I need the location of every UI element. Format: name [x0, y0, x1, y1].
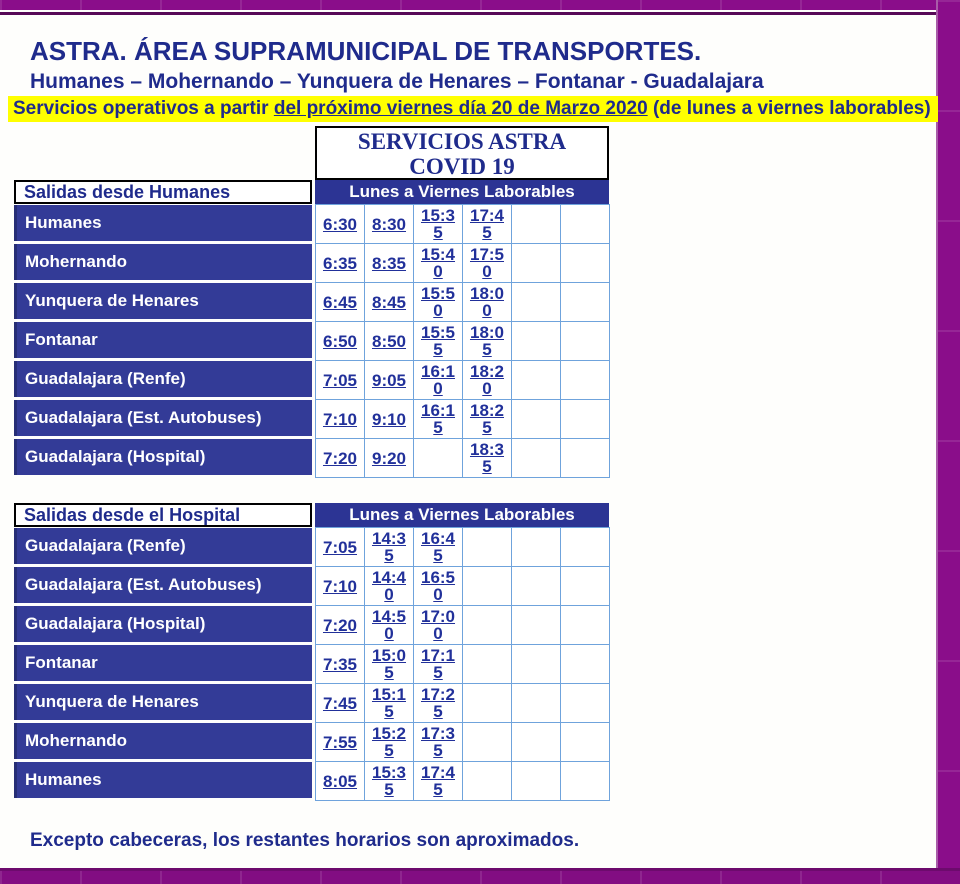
stop-label: Guadalajara (Renfe): [14, 528, 312, 564]
time-cell: 17:15: [414, 645, 463, 684]
time-cell: 8:30: [365, 205, 414, 244]
time-cell: 9:10: [365, 400, 414, 439]
stop-label: Guadalajara (Hospital): [14, 439, 312, 475]
empty-time-cell: [512, 439, 561, 478]
time-cell: 8:45: [365, 283, 414, 322]
route-subtitle: Humanes – Mohernando – Yunquera de Henares – Fontanar - Guadalajara: [30, 70, 764, 93]
covid-services-box: [315, 126, 609, 180]
time-row: [316, 205, 610, 244]
stop-label: Yunquera de Henares: [14, 283, 312, 319]
empty-time-cell: [512, 684, 561, 723]
stop-label: Fontanar: [14, 645, 312, 681]
time-cell: 9:20: [365, 439, 414, 478]
time-cell: 17:50: [463, 244, 512, 283]
covid-box-line2: COVID 19: [409, 154, 515, 179]
empty-time-cell: [512, 400, 561, 439]
empty-time-cell: [561, 322, 610, 361]
empty-time-cell: [512, 528, 561, 567]
empty-time-cell: [463, 684, 512, 723]
stops-column: [14, 503, 312, 798]
time-cell: 17:35: [414, 723, 463, 762]
empty-time-cell: [512, 205, 561, 244]
time-cell: 7:45: [316, 684, 365, 723]
stop-label: Humanes: [14, 205, 312, 241]
time-cell: 7:55: [316, 723, 365, 762]
empty-time-cell: [561, 762, 610, 801]
empty-time-cell: [414, 439, 463, 478]
times-column: [315, 180, 609, 478]
time-cell: 8:05: [316, 762, 365, 801]
empty-time-cell: [512, 762, 561, 801]
empty-time-cell: [561, 283, 610, 322]
time-cell: 6:35: [316, 244, 365, 283]
service-start-banner: [8, 96, 938, 122]
stop-label: Guadalajara (Est. Autobuses): [14, 400, 312, 436]
time-cell: 17:45: [414, 762, 463, 801]
time-cell: 18:05: [463, 322, 512, 361]
empty-time-cell: [561, 723, 610, 762]
empty-time-cell: [463, 528, 512, 567]
empty-time-cell: [561, 528, 610, 567]
table-title-humanes: Salidas desde Humanes: [14, 180, 312, 204]
time-cell: 6:45: [316, 283, 365, 322]
time-cell: 15:05: [365, 645, 414, 684]
time-cell: 15:35: [365, 762, 414, 801]
time-cell: 15:15: [365, 684, 414, 723]
time-cell: 16:45: [414, 528, 463, 567]
time-cell: 7:20: [316, 606, 365, 645]
empty-time-cell: [561, 205, 610, 244]
time-cell: 8:35: [365, 244, 414, 283]
empty-time-cell: [561, 244, 610, 283]
time-cell: 7:35: [316, 645, 365, 684]
empty-time-cell: [463, 606, 512, 645]
bottom-purple-bar: [0, 868, 960, 884]
empty-time-cell: [463, 567, 512, 606]
stop-label: Guadalajara (Hospital): [14, 606, 312, 642]
empty-time-cell: [512, 322, 561, 361]
covid-box-line1: SERVICIOS ASTRA: [357, 129, 567, 154]
time-row: [316, 283, 610, 322]
table-title-hospital: Salidas desde el Hospital: [14, 503, 312, 527]
empty-time-cell: [512, 361, 561, 400]
time-cell: 16:50: [414, 567, 463, 606]
footnote: Excepto cabeceras, los restantes horarios son aproximados.: [30, 830, 580, 851]
empty-time-cell: [561, 361, 610, 400]
time-grid: [315, 204, 610, 478]
empty-time-cell: [561, 400, 610, 439]
top-divider-line: [0, 12, 936, 15]
time-cell: 9:05: [365, 361, 414, 400]
empty-time-cell: [463, 645, 512, 684]
time-row: [316, 244, 610, 283]
time-cell: 18:35: [463, 439, 512, 478]
stop-label: Guadalajara (Renfe): [14, 361, 312, 397]
stop-label: Humanes: [14, 762, 312, 798]
stop-label: Mohernando: [14, 244, 312, 280]
empty-time-cell: [512, 606, 561, 645]
empty-time-cell: [512, 723, 561, 762]
empty-time-cell: [561, 439, 610, 478]
times-column: [315, 503, 609, 801]
empty-time-cell: [512, 645, 561, 684]
empty-time-cell: [463, 723, 512, 762]
banner-text-prefix: Servicios operativos a partir: [13, 98, 274, 119]
time-cell: 18:25: [463, 400, 512, 439]
empty-time-cell: [512, 567, 561, 606]
time-cell: 16:10: [414, 361, 463, 400]
time-row: [316, 684, 610, 723]
time-cell: 15:35: [414, 205, 463, 244]
top-purple-bar: [0, 0, 960, 10]
empty-time-cell: [512, 283, 561, 322]
empty-time-cell: [463, 762, 512, 801]
stop-label: Yunquera de Henares: [14, 684, 312, 720]
stops-column: [14, 180, 312, 475]
time-cell: 16:15: [414, 400, 463, 439]
time-row: [316, 400, 610, 439]
time-cell: 14:40: [365, 567, 414, 606]
time-cell: 14:50: [365, 606, 414, 645]
time-cell: 7:10: [316, 400, 365, 439]
schedule-header: Lunes a Viernes Laborables: [315, 503, 609, 527]
empty-time-cell: [512, 244, 561, 283]
time-cell: 17:25: [414, 684, 463, 723]
time-cell: 18:20: [463, 361, 512, 400]
banner-text-date: del próximo viernes día 20 de Marzo 2020: [273, 98, 648, 119]
time-cell: 6:50: [316, 322, 365, 361]
stop-labels: [14, 528, 312, 798]
time-cell: 8:50: [365, 322, 414, 361]
time-row: [316, 361, 610, 400]
time-cell: 7:05: [316, 528, 365, 567]
time-cell: 15:55: [414, 322, 463, 361]
empty-time-cell: [561, 684, 610, 723]
page-title: ASTRA. ÁREA SUPRAMUNICIPAL DE TRANSPORTES.: [30, 36, 702, 66]
time-cell: 18:00: [463, 283, 512, 322]
stop-label: Mohernando: [14, 723, 312, 759]
time-cell: 14:35: [365, 528, 414, 567]
time-cell: 15:40: [414, 244, 463, 283]
time-row: [316, 723, 610, 762]
stop-label: Fontanar: [14, 322, 312, 358]
empty-time-cell: [561, 645, 610, 684]
time-cell: 17:00: [414, 606, 463, 645]
time-cell: 7:20: [316, 439, 365, 478]
time-cell: 7:10: [316, 567, 365, 606]
schedule-header: Lunes a Viernes Laborables: [315, 180, 609, 204]
empty-time-cell: [561, 606, 610, 645]
right-purple-strip: [936, 0, 960, 884]
time-row: [316, 567, 610, 606]
stop-labels: [14, 205, 312, 475]
time-cell: 15:25: [365, 723, 414, 762]
time-row: [316, 762, 610, 801]
time-row: [316, 645, 610, 684]
time-cell: 17:45: [463, 205, 512, 244]
time-cell: 6:30: [316, 205, 365, 244]
time-row: [316, 439, 610, 478]
time-cell: 15:50: [414, 283, 463, 322]
empty-time-cell: [561, 567, 610, 606]
banner-text-suffix: (de lunes a viernes laborables): [647, 98, 931, 119]
time-row: [316, 322, 610, 361]
time-row: [316, 528, 610, 567]
stop-label: Guadalajara (Est. Autobuses): [14, 567, 312, 603]
time-grid: [315, 527, 610, 801]
time-row: [316, 606, 610, 645]
time-cell: 7:05: [316, 361, 365, 400]
